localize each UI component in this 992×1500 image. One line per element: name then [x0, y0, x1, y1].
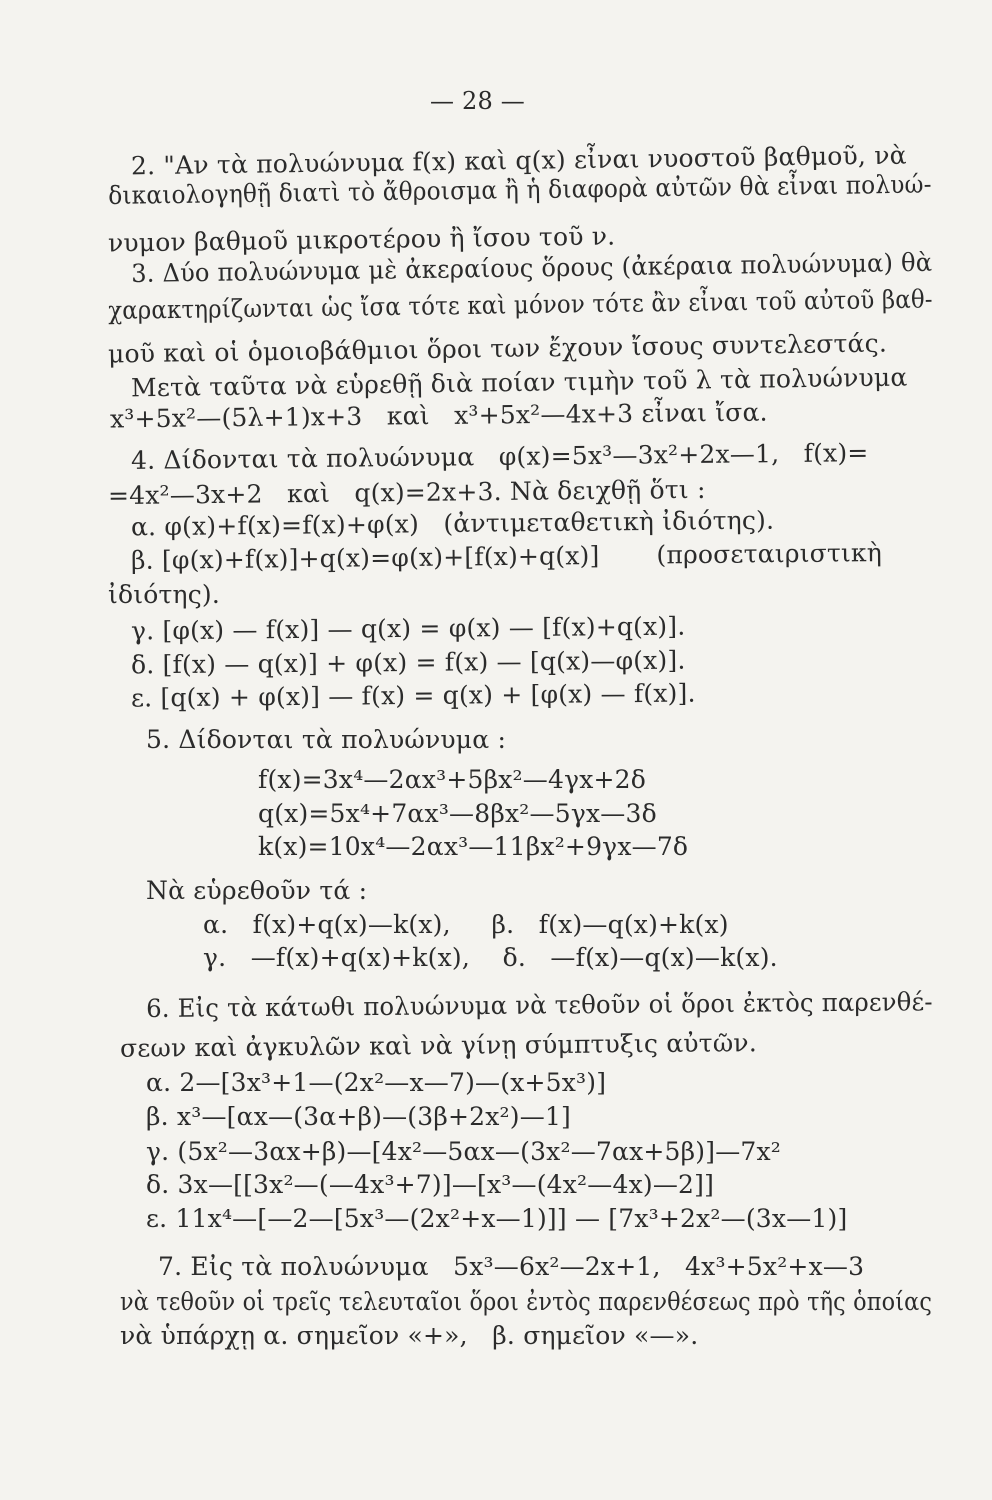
- exercise-4-item-g: γ. [φ(x) — f(x)] — q(x) = φ(x) — [f(x)+q(x)].: [130, 611, 686, 646]
- exercise-4-item-d: δ. [f(x) — q(x)] + φ(x) = f(x) — [q(x)—φ(x)].: [130, 645, 686, 680]
- exercise-4-line-2: =4x²—3x+2 καὶ q(x)=2x+3. Νὰ δειχθῇ ὅτι :: [107, 474, 706, 511]
- exercise-6-line-1: 6. Εἰς τὰ κάτωθι πολυώνυμα νὰ τεθοῦν οἱ ὅροι ἐκτὸς παρενθέ-: [146, 987, 933, 1023]
- exercise-4-item-b: β. [φ(x)+f(x)]+q(x)=φ(x)+[f(x)+q(x)] (προσεταιριστικὴ: [130, 538, 883, 575]
- exercise-2-line-2: δικαιολογηθῇ διατὶ τὸ ἄθροισμα ἢ ἡ διαφορὰ αὐτῶν θὰ εἶναι πολυώ-: [108, 169, 932, 210]
- exercise-5-title: 5. Δίδονται τὰ πολυώνυμα :: [146, 725, 507, 754]
- exercise-6-item-a: α. 2—[3x³+1—(2x²—x—7)—(x+5x³)]: [146, 1068, 607, 1097]
- exercise-7-line-1: 7. Εἰς τὰ πολυώνυμα 5x³—6x²—2x+1, 4x³+5x²+x—3: [158, 1252, 865, 1281]
- exercise-5-find: Νὰ εὑρεθοῦν τά :: [146, 876, 368, 905]
- exercise-5-k: k(x)=10x⁴—2αx³—11βx²+9γx—7δ: [258, 832, 689, 861]
- exercise-5-q: q(x)=5x⁴+7αx³—8βx²—5γx—3δ: [258, 799, 657, 828]
- exercise-3-line-3: μοῦ καὶ οἱ ὁμοιοβάθμιοι ὅροι των ἔχουν ἴσους συντελεστάς.: [107, 328, 888, 369]
- exercise-4-line-1: 4. Δίδονται τὰ πολυώνυμα φ(x)=5x³—3x²+2x—1, f(x)=: [130, 438, 869, 475]
- exercise-3-line-1: 3. Δύο πολυώνυμα μὲ ἀκεραίους ὅρους (ἀκέραια πολυώνυμα) θὰ: [131, 247, 933, 288]
- page-number: — 28 —: [430, 87, 525, 115]
- exercise-7-line-2: νὰ τεθοῦν οἱ τρεῖς τελευταῖοι ὅροι ἐντὸς παρενθέσεως πρὸ τῆς ὁποίας: [120, 1287, 933, 1316]
- exercise-3-line-4: Μετὰ ταῦτα νὰ εὑρεθῇ διὰ ποίαν τιμὴν τοῦ λ τὰ πολυώνυμα: [130, 362, 908, 403]
- exercise-2-line-1: 2. "Αν τὰ πολυώνυμα f(x) καὶ q(x) εἶναι νυοστοῦ βαθμοῦ, νὰ: [130, 140, 907, 181]
- exercise-5-row-2: γ. —f(x)+q(x)+k(x), δ. —f(x)—q(x)—k(x).: [203, 943, 778, 972]
- exercise-4-item-a: α. φ(x)+f(x)=f(x)+φ(x) (ἀντιμεταθετικὴ ἰδιότης).: [130, 505, 775, 542]
- exercise-6-item-e: ε. 11x⁴—[—2—[5x³—(2x²+x—1)]] — [7x³+2x²—(3x—1)]: [146, 1204, 848, 1233]
- exercise-6-item-g: γ. (5x²—3αx+β)—[4x²—5αx—(3x²—7αx+5β)]—7x²: [146, 1137, 782, 1166]
- exercise-6-item-b: β. x³—[αx—(3α+β)—(3β+2x²)—1]: [146, 1102, 571, 1131]
- exercise-3-line-5: x³+5x²—(5λ+1)x+3 καὶ x³+5x²—4x+3 εἶναι ἴσα.: [109, 397, 768, 434]
- exercise-5-f: f(x)=3x⁴—2αx³+5βx²—4γx+2δ: [258, 765, 647, 794]
- exercise-6-line-2: σεων καὶ ἀγκυλῶν καὶ νὰ γίνῃ σύμπτυξις αὐτῶν.: [119, 1028, 758, 1063]
- exercise-6-item-d: δ. 3x—[[3x²—(—4x³+7)]—[x³—(4x²—4x)—2]]: [146, 1170, 715, 1199]
- exercise-3-line-2: χαρακτηρίζωνται ὡς ἴσα τότε καὶ μόνον τότε ἂν εἶναι τοῦ αὐτοῦ βαθ-: [108, 284, 933, 325]
- exercise-4-item-e: ε. [q(x) + φ(x)] — f(x) = q(x) + [φ(x) — f(x)].: [130, 678, 696, 713]
- exercise-5-row-1: α. f(x)+q(x)—k(x), β. f(x)—q(x)+k(x): [203, 910, 729, 939]
- exercise-7-line-3: νὰ ὑπάρχῃ α. σημεῖον «+», β. σημεῖον «—».: [120, 1321, 699, 1350]
- exercise-2-line-3: νυμον βαθμοῦ μικροτέρου ἢ ἴσου τοῦ ν.: [107, 221, 616, 258]
- exercise-4-item-b-cont: ἰδιότης).: [108, 580, 221, 609]
